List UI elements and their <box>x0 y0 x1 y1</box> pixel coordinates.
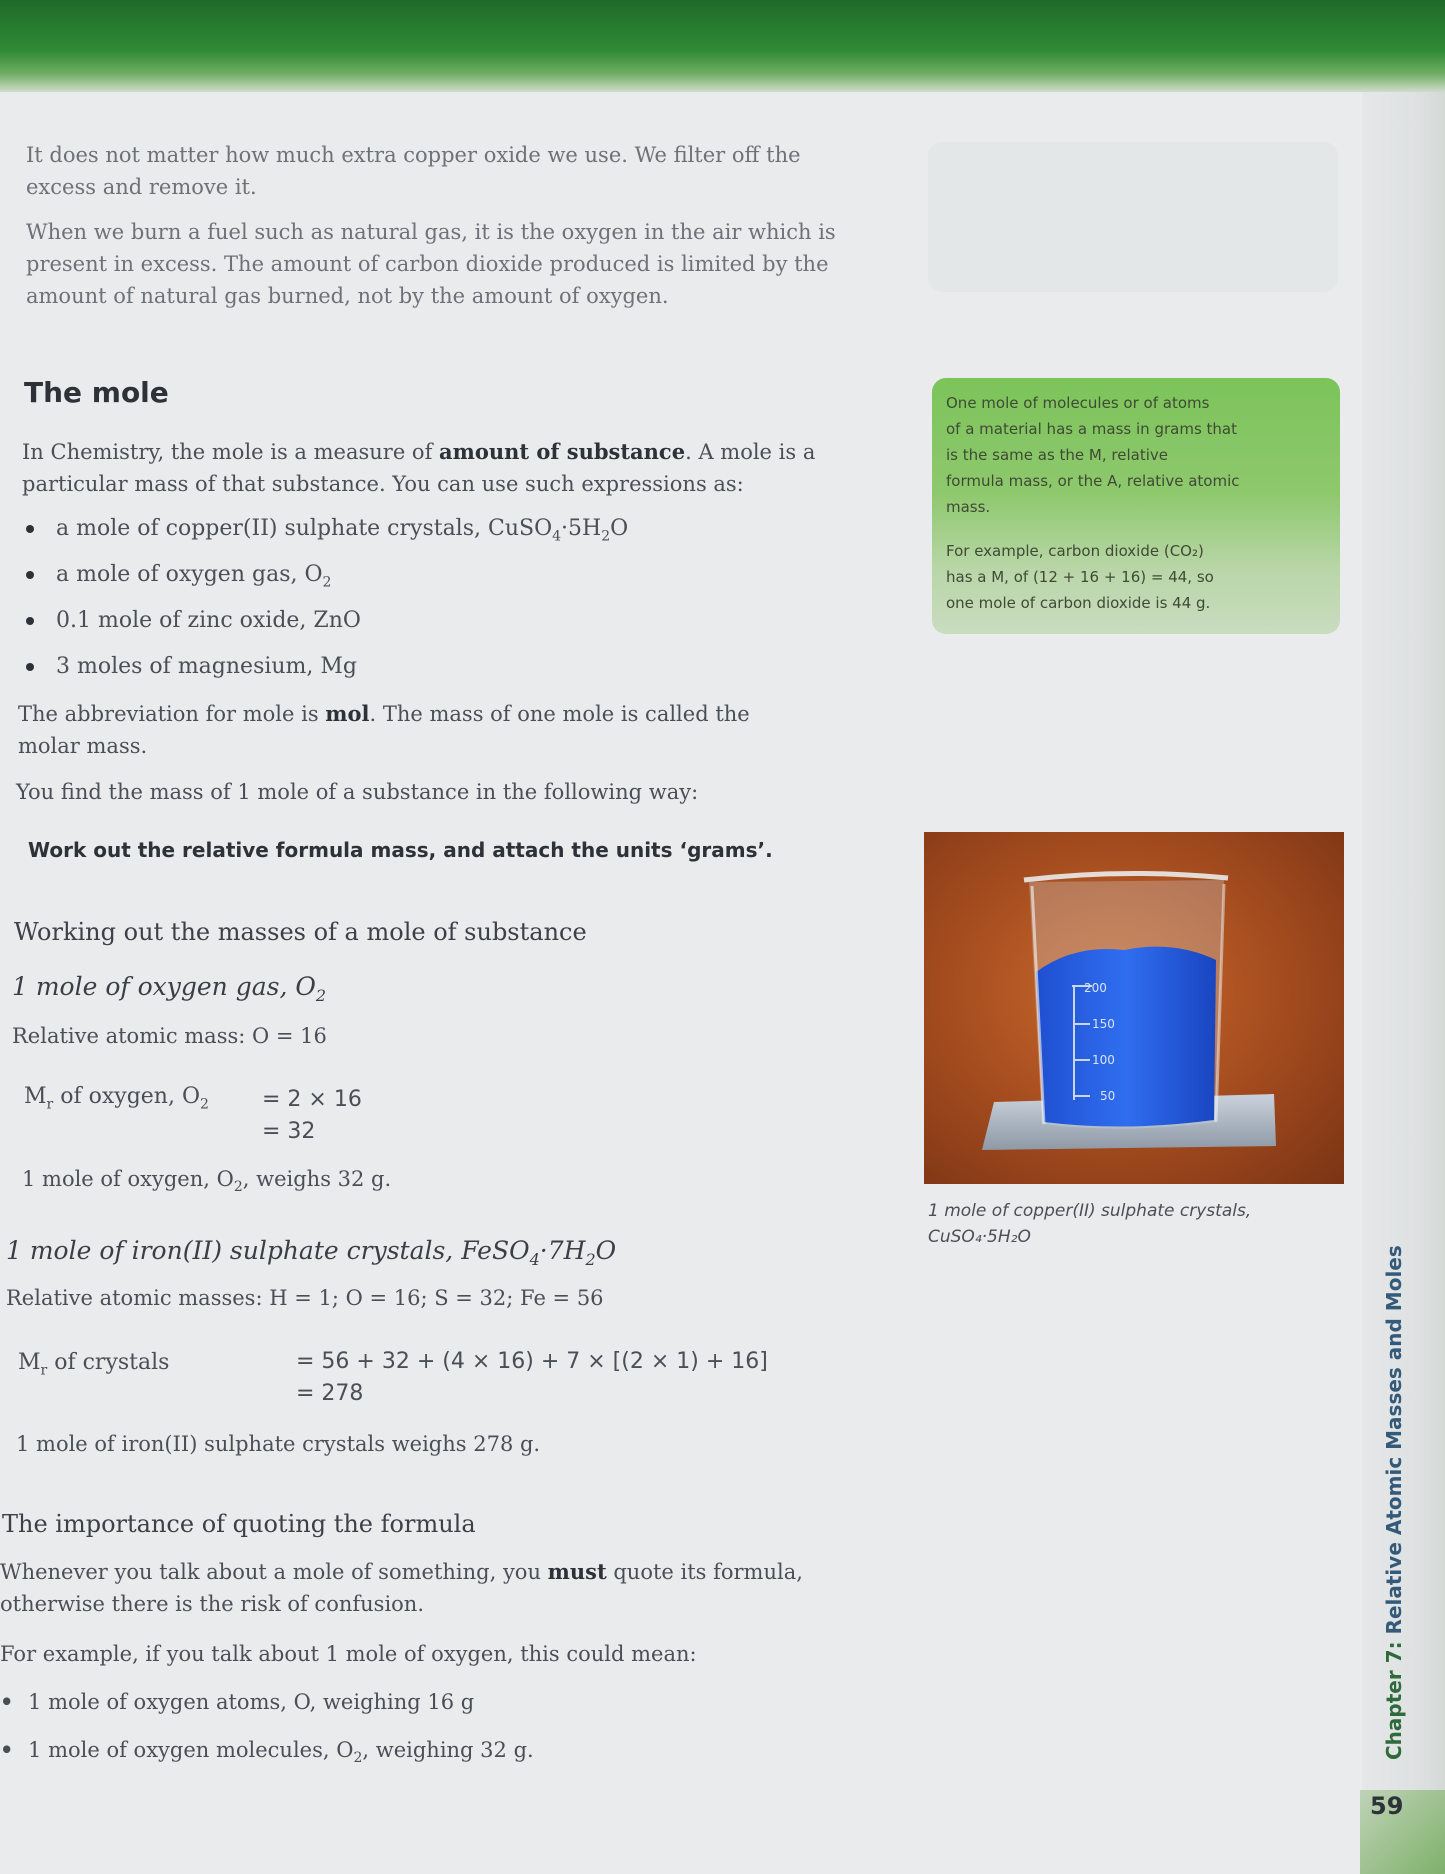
oxygen-mr-label: $M_r$ of oxygen, $O_2$ <box>24 1084 209 1113</box>
mole-examples-list <box>20 506 628 690</box>
page-number: 59 <box>1370 1792 1404 1820</box>
importance-bullet: • 1 mole of oxygen molecules, $O_2$, weighing 32 g. <box>0 1737 534 1767</box>
note-line: one mole of carbon dioxide is 44 g. <box>946 594 1211 612</box>
rule-statement: Work out the relative formula mass, and attach the units ‘grams’. <box>28 838 773 862</box>
iron-calc: = 56 + 32 + (4 × 16) + 7 × [(2 × 1) + 16] = 278 <box>296 1349 768 1406</box>
intro-line: amount of natural gas burned, not by the amount of oxygen. <box>26 284 669 308</box>
beaker-mark: 150 <box>1092 1017 1115 1031</box>
importance-bullet: • 1 mole of oxygen atoms, O, weighing 16 g <box>0 1689 475 1714</box>
note-line: formula mass, or the A, relative atomic <box>946 472 1240 490</box>
intro-line: present in excess. The amount of carbon dioxide produced is limited by the <box>26 252 829 276</box>
oxygen-example-title: 1 mole of oxygen gas, $O_2$ <box>12 972 327 1005</box>
importance-title: The importance of quoting the formula <box>2 1510 476 1538</box>
note-line: has a M, of (12 + 16 + 16) = 44, so <box>946 568 1214 586</box>
oxygen-calc: = 2 × 16 = 32 <box>262 1087 362 1144</box>
importance-line: Whenever you talk about a mole of something, you must quote its formula, <box>0 1559 803 1584</box>
iron-mr-label: $M_r$ of crystals <box>18 1350 170 1379</box>
beaker-photo <box>924 832 1344 1184</box>
note-line: is the same as the M, relative <box>946 446 1168 464</box>
intro-line: When we burn a fuel such as natural gas, it is the oxygen in the air which is <box>26 220 836 244</box>
note-line: mass. <box>946 498 991 516</box>
list-item: 3 moles of magnesium, Mg <box>20 644 628 690</box>
note-line: of a material has a mass in grams that <box>946 420 1237 438</box>
intro-line: excess and remove it. <box>26 175 257 199</box>
top-green-band <box>0 0 1445 92</box>
oxygen-result: 1 mole of oxygen, $O_2$, weighs 32 g. <box>22 1167 392 1196</box>
beaker-illustration <box>924 832 1344 1184</box>
working-title: Working out the masses of a mole of substance <box>14 918 587 946</box>
note-line: One mole of molecules or of atoms <box>946 394 1210 412</box>
beaker-mark: 50 <box>1100 1089 1116 1103</box>
faded-box <box>928 142 1338 292</box>
photo-caption: 1 mole of copper(II) sulphate crystals, CuSO₄·5H₂O <box>928 1201 1252 1247</box>
importance-line: otherwise there is the risk of confusion. <box>0 1592 424 1616</box>
intro-line: It does not matter how much extra copper oxide we use. We filter off the <box>26 143 801 167</box>
mole-definition-line: particular mass of that substance. You can use such expressions as: <box>22 472 744 496</box>
iron-example-title: 1 mole of iron(II) sulphate crystals, $FeSO_4\cdot 7H_2O$ <box>6 1236 617 1269</box>
importance-example: For example, if you talk about 1 mole of oxygen, this could mean: <box>0 1642 697 1666</box>
beaker-mark: 100 <box>1092 1053 1115 1067</box>
section-title: The mole <box>24 376 169 409</box>
method-line: You find the mass of 1 mole of a substance in the following way: <box>16 780 699 804</box>
note-line: For example, carbon dioxide (CO₂) <box>946 542 1204 560</box>
beaker-mark: 200 <box>1084 981 1107 995</box>
list-item: 0.1 mole of zinc oxide, ZnO <box>20 598 628 644</box>
list-item: a mole of oxygen gas, $O_2$ <box>20 552 628 598</box>
abbrev-line: molar mass. <box>18 734 148 758</box>
abbrev-line: The abbreviation for mole is mol. The mass of one mole is called the <box>18 701 750 726</box>
oxygen-ram: Relative atomic mass: O = 16 <box>12 1024 327 1048</box>
chapter-running-title: Chapter 7: Relative Atomic Masses and Moles <box>1382 1245 1406 1760</box>
definition-note-box <box>932 378 1340 634</box>
iron-ram: Relative atomic masses: H = 1; O = 16; S = 32; Fe = 56 <box>6 1286 604 1310</box>
list-item: a mole of copper(II) sulphate crystals, $CuSO_4\cdot 5H_2O$ <box>20 506 628 552</box>
iron-result: 1 mole of iron(II) sulphate crystals weighs 278 g. <box>16 1432 541 1456</box>
mole-definition-line: In Chemistry, the mole is a measure of amount of substance. A mole is a <box>22 439 816 464</box>
